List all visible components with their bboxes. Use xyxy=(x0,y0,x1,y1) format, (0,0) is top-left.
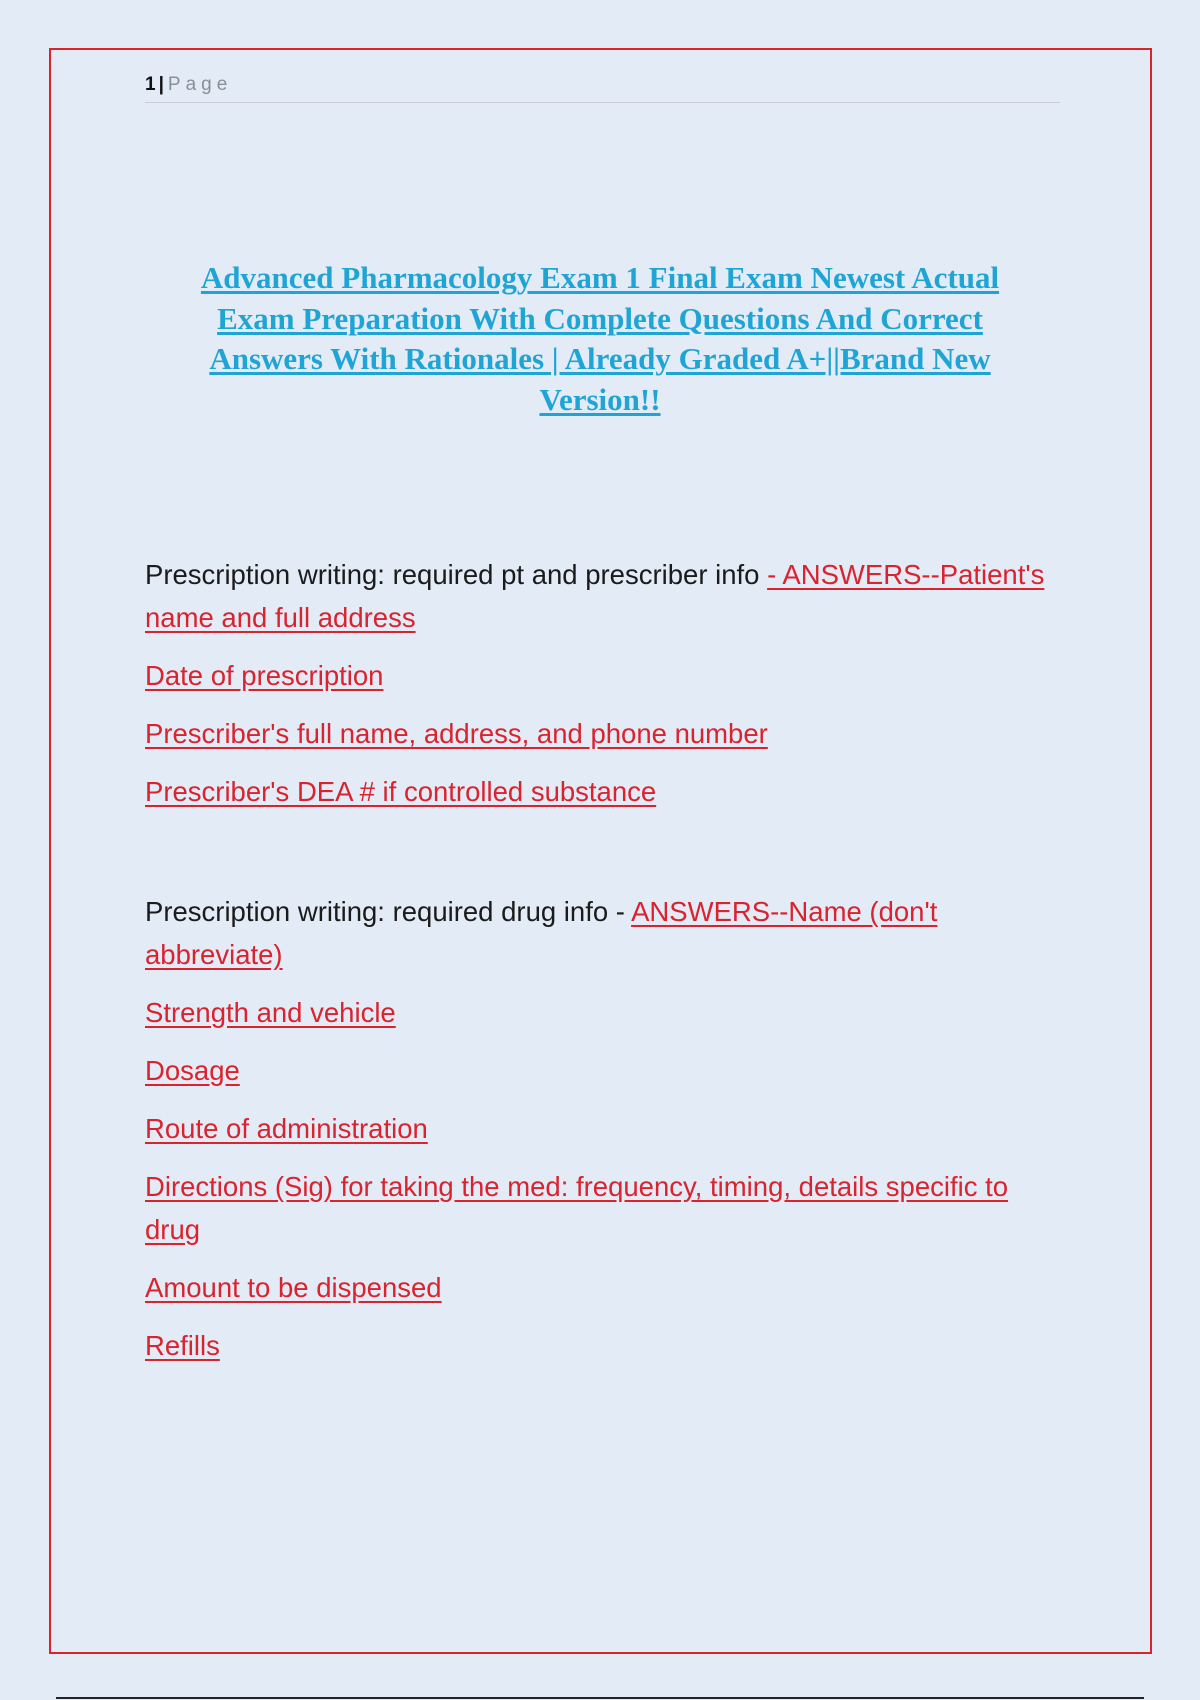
answer-line: Strength and vehicle xyxy=(145,997,396,1028)
question-text: Prescription writing: required drug info - xyxy=(145,896,632,927)
answer-lead: - ANSWERS--Patient's name and full address xyxy=(145,559,1045,633)
page-header xyxy=(145,72,1060,103)
qa-block-drug-info xyxy=(145,890,1065,1367)
answer-line: Directions (Sig) for taking the med: frequency, timing, details specific to drug xyxy=(145,1171,1009,1245)
answer-line: Prescriber's full name, address, and phone number xyxy=(145,718,768,749)
page-separator: | xyxy=(158,74,164,95)
answer-lead: ANSWERS--Name (don't abbreviate) xyxy=(145,896,938,970)
question-line xyxy=(145,890,1065,976)
question-text: Prescription writing: required pt and prescriber info xyxy=(145,559,768,590)
answer-line: Dosage xyxy=(145,1055,240,1086)
page-label: Page xyxy=(167,74,233,95)
footer-rule xyxy=(56,1697,1144,1699)
document-title: Advanced Pharmacology Exam 1 Final Exam Newest Actual Exam Preparation With Complete Questions And Correct Answers With Rationales | Already Graded A+||Brand New Version!! xyxy=(200,260,1000,417)
answer-line: Date of prescription xyxy=(145,660,384,691)
answer-line: Amount to be dispensed xyxy=(145,1272,442,1303)
answer-line: Route of administration xyxy=(145,1113,428,1144)
page-number: 1 xyxy=(145,74,156,95)
answer-line: Refills xyxy=(145,1330,220,1361)
qa-block-prescriber-info xyxy=(145,553,1065,813)
question-line xyxy=(145,553,1065,639)
answer-line: Prescriber's DEA # if controlled substance xyxy=(145,776,657,807)
